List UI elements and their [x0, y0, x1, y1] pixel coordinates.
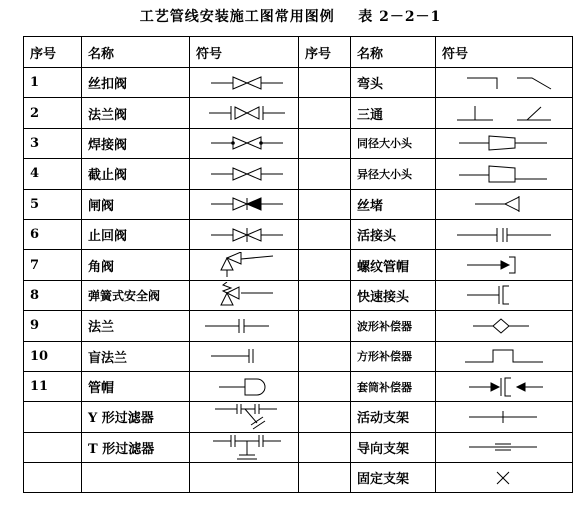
header-symbol-left: 符号 — [190, 37, 299, 68]
table-row — [24, 68, 573, 98]
table-row — [24, 280, 573, 310]
header-no-left: 序号 — [24, 37, 82, 68]
row-no: 5 — [24, 189, 82, 219]
row-no — [299, 432, 351, 462]
row-no — [299, 68, 351, 98]
row-no — [299, 341, 351, 371]
row-no: 8 — [24, 280, 82, 310]
row-no: 4 — [24, 159, 82, 189]
gate-valve-icon — [197, 194, 297, 214]
row-no: 2 — [24, 98, 82, 128]
table-row — [24, 128, 573, 158]
fixed-support-icon — [447, 468, 567, 488]
row-name: 管帽 — [82, 371, 190, 401]
header-no-right: 序号 — [299, 37, 351, 68]
row-no — [299, 128, 351, 158]
header-row — [24, 37, 573, 68]
header-symbol-right: 符号 — [436, 37, 573, 68]
row-no — [299, 98, 351, 128]
union-icon — [447, 225, 567, 245]
row-name: 同径大小头 — [351, 128, 436, 158]
row-name: 套筒补偿器 — [351, 371, 436, 401]
table-row — [24, 432, 573, 462]
row-no — [299, 371, 351, 401]
row-no: 11 — [24, 371, 82, 401]
row-name: 导向支架 — [351, 432, 436, 462]
row-no: 1 — [24, 68, 82, 98]
row-name: 快速接头 — [351, 280, 436, 310]
bellows-expansion-joint-icon — [447, 316, 567, 336]
table-row — [24, 98, 573, 128]
row-name: 活接头 — [351, 219, 436, 249]
row-no — [24, 463, 82, 493]
row-no — [299, 219, 351, 249]
row-name: 固定支架 — [351, 463, 436, 493]
check-valve-icon — [197, 225, 297, 245]
row-no — [299, 402, 351, 432]
row-name: 丝扣阀 — [82, 68, 190, 98]
elbow-icon — [447, 73, 567, 93]
row-name: Y 形过滤器 — [82, 402, 190, 432]
pipe-cap-icon — [197, 376, 297, 398]
plug-icon — [447, 193, 567, 215]
row-no — [24, 432, 82, 462]
sleeve-expansion-joint-icon — [447, 374, 567, 400]
row-no — [24, 402, 82, 432]
row-no: 3 — [24, 128, 82, 158]
row-no: 9 — [24, 311, 82, 341]
row-name: 盲法兰 — [82, 341, 190, 371]
row-name: 弹簧式安全阀 — [82, 280, 190, 310]
t-strainer-icon — [197, 433, 297, 461]
row-name: 焊接阀 — [82, 128, 190, 158]
row-no — [299, 311, 351, 341]
blind-flange-icon — [197, 346, 297, 366]
row-name — [82, 463, 190, 493]
row-name: 异径大小头 — [351, 159, 436, 189]
tee-icon — [447, 103, 567, 123]
guide-support-icon — [447, 437, 567, 457]
threaded-cap-icon — [447, 254, 567, 276]
row-name: 螺纹管帽 — [351, 250, 436, 280]
flange-icon — [197, 316, 297, 336]
header-name-left: 名称 — [82, 37, 190, 68]
row-no — [299, 250, 351, 280]
row-name: 截止阀 — [82, 159, 190, 189]
row-no — [299, 189, 351, 219]
row-name: 活动支架 — [351, 402, 436, 432]
y-strainer-icon — [197, 403, 297, 431]
table-title: 工艺管线安装施工图常用图例 表 2－2－1 — [139, 9, 442, 25]
row-name: 三通 — [351, 98, 436, 128]
table-row — [24, 189, 573, 219]
table-row — [24, 250, 573, 280]
legend-table — [23, 36, 573, 493]
header-name-right: 名称 — [351, 37, 436, 68]
row-no: 10 — [24, 341, 82, 371]
row-no — [299, 280, 351, 310]
flanged-valve-icon — [197, 103, 297, 123]
table-row — [24, 341, 573, 371]
sliding-support-icon — [447, 407, 567, 427]
table-row — [24, 371, 573, 401]
row-name: 止回阀 — [82, 219, 190, 249]
eccentric-reducer-icon — [447, 162, 567, 186]
quick-coupling-icon — [447, 282, 567, 308]
row-no — [299, 463, 351, 493]
row-name: 丝堵 — [351, 189, 436, 219]
row-name: 法兰 — [82, 311, 190, 341]
row-name: 角阀 — [82, 250, 190, 280]
square-expansion-loop-icon — [447, 345, 567, 367]
row-no — [299, 159, 351, 189]
row-name: 闸阀 — [82, 189, 190, 219]
welded-valve-icon — [197, 133, 297, 153]
row-no: 6 — [24, 219, 82, 249]
row-name: 弯头 — [351, 68, 436, 98]
table-row — [24, 402, 573, 432]
row-name: 方形补偿器 — [351, 341, 436, 371]
threaded-valve-icon — [197, 73, 297, 93]
table-row — [24, 311, 573, 341]
row-no: 7 — [24, 250, 82, 280]
row-name: 波形补偿器 — [351, 311, 436, 341]
table-row — [24, 463, 573, 493]
spring-safety-valve-icon — [197, 282, 297, 308]
row-name: T 形过滤器 — [82, 432, 190, 462]
table-row — [24, 219, 573, 249]
table-row — [24, 159, 573, 189]
globe-valve-icon — [197, 164, 297, 184]
angle-valve-icon — [197, 252, 297, 278]
concentric-reducer-icon — [447, 132, 567, 154]
row-name: 法兰阀 — [82, 98, 190, 128]
